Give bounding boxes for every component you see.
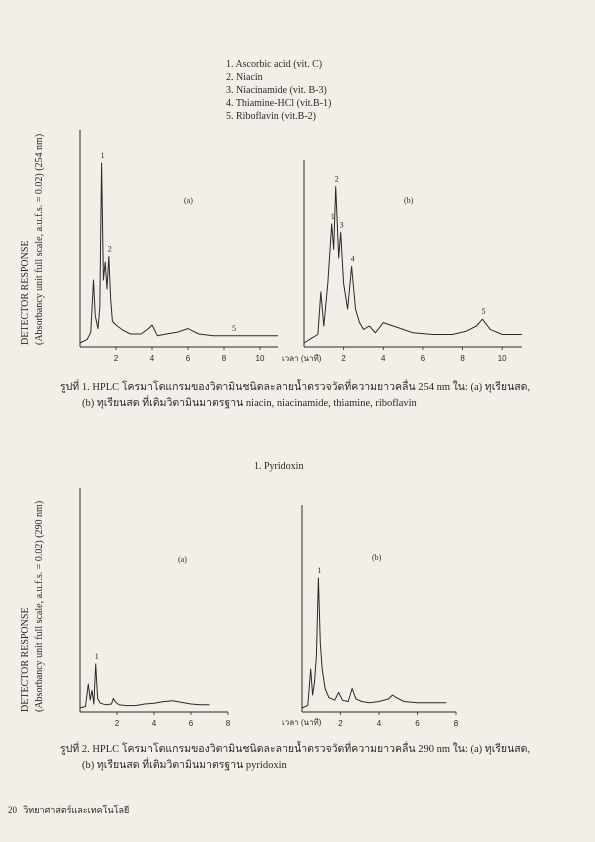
legend-entry: 5. Riboflavin (vit.B-2) (226, 111, 316, 122)
x-tick-label: 6 (415, 719, 420, 728)
panel-label: (a) (184, 196, 193, 205)
x-tick-label: 4 (376, 719, 382, 728)
x-tick-label: 10 (255, 354, 265, 363)
peak-label: 1 (100, 151, 105, 160)
fig1-ylabel-2: (Absorbancy unit full scale, a.u.f.s. = 0.02) (254 nm) (34, 133, 45, 345)
fig1-xaxis-label: เวลา (นาที) (282, 354, 322, 363)
x-tick-label: 4 (381, 354, 386, 363)
peak-label: 3 (339, 220, 344, 230)
x-tick-label: 10 (497, 354, 507, 363)
x-tick-label: 6 (185, 354, 191, 363)
x-tick-label: 2 (113, 354, 119, 363)
fig2-ylabel-2: (Absorbancy unit full scale, a.u.f.s. = 0.02) (290 nm) (34, 500, 45, 712)
x-tick-label: 2 (114, 719, 120, 728)
x-tick-label: 8 (460, 354, 465, 363)
x-tick-label: 4 (151, 719, 157, 728)
fig1-caption-line1: รูปที่ 1. HPLC โครมาโตแกรมของวิตามินชนิดละลายน้ำตรวจวัดที่ความยาวคลื่น 254 nm ใน: (a) ทุเรียนสด, (60, 382, 531, 393)
legend-entry: 3. Niacinamide (vit. B-3) (226, 85, 327, 96)
x-tick-label: 2 (341, 354, 346, 363)
peak-label: 1 (330, 212, 335, 221)
chromatogram-trace (80, 664, 210, 708)
fig1-caption-line2: (b) ทุเรียนสด ที่เติมวิตามินมาตรฐาน niacin, niacinamide, thiamine, riboflavin (82, 398, 417, 409)
chromatogram-trace (304, 187, 522, 343)
x-tick-label: 4 (149, 354, 155, 363)
fig2-caption-line2: (b) ทุเรียนสด ที่เติมวิตามินมาตรฐาน pyridoxin (82, 760, 287, 771)
legend-entry: 1. Pyridoxin (254, 461, 304, 472)
x-tick-label: 6 (420, 354, 426, 363)
x-tick-label: 8 (453, 719, 459, 728)
fig2-caption-line1: รูปที่ 2. HPLC โครมาโตแกรมของวิตามินชนิดละลายน้ำตรวจวัดที่ความยาวคลื่น 290 nm ใน: (a) ทุเรียนสด, (60, 744, 531, 755)
x-tick-label: 2 (338, 719, 343, 728)
panel-label: (a) (178, 555, 187, 564)
fig2-xaxis-label: เวลา (นาที) (282, 718, 322, 727)
peak-label: 1 (94, 652, 99, 661)
x-tick-label: 6 (188, 719, 194, 728)
peak-label: 2 (334, 174, 339, 184)
peak-label: 1 (317, 566, 322, 575)
panel-label: (b) (404, 196, 414, 205)
panel-label: (b) (372, 553, 382, 562)
x-tick-label: 8 (221, 354, 227, 363)
chromatogram-trace (302, 578, 446, 708)
legend-entry: 1. Ascorbic acid (vit. C) (226, 59, 323, 70)
legend-entry: 2. Niacin (226, 72, 263, 83)
fig1-ylabel-1: DETECTOR RESPONSE (20, 240, 31, 345)
peak-label: 5 (481, 307, 486, 317)
peak-label: 5 (232, 323, 236, 333)
legend-entry: 4. Thiamine-HCl (vit.B-1) (226, 98, 332, 109)
peak-label: 4 (350, 254, 355, 264)
fig2-ylabel-1: DETECTOR RESPONSE (20, 607, 31, 712)
journal-name: วิทยาศาสตร์และเทคโนโลยี (23, 805, 130, 815)
x-tick-label: 8 (225, 719, 231, 728)
peak-label: 2 (107, 244, 112, 254)
page-number: 20 (8, 805, 17, 815)
